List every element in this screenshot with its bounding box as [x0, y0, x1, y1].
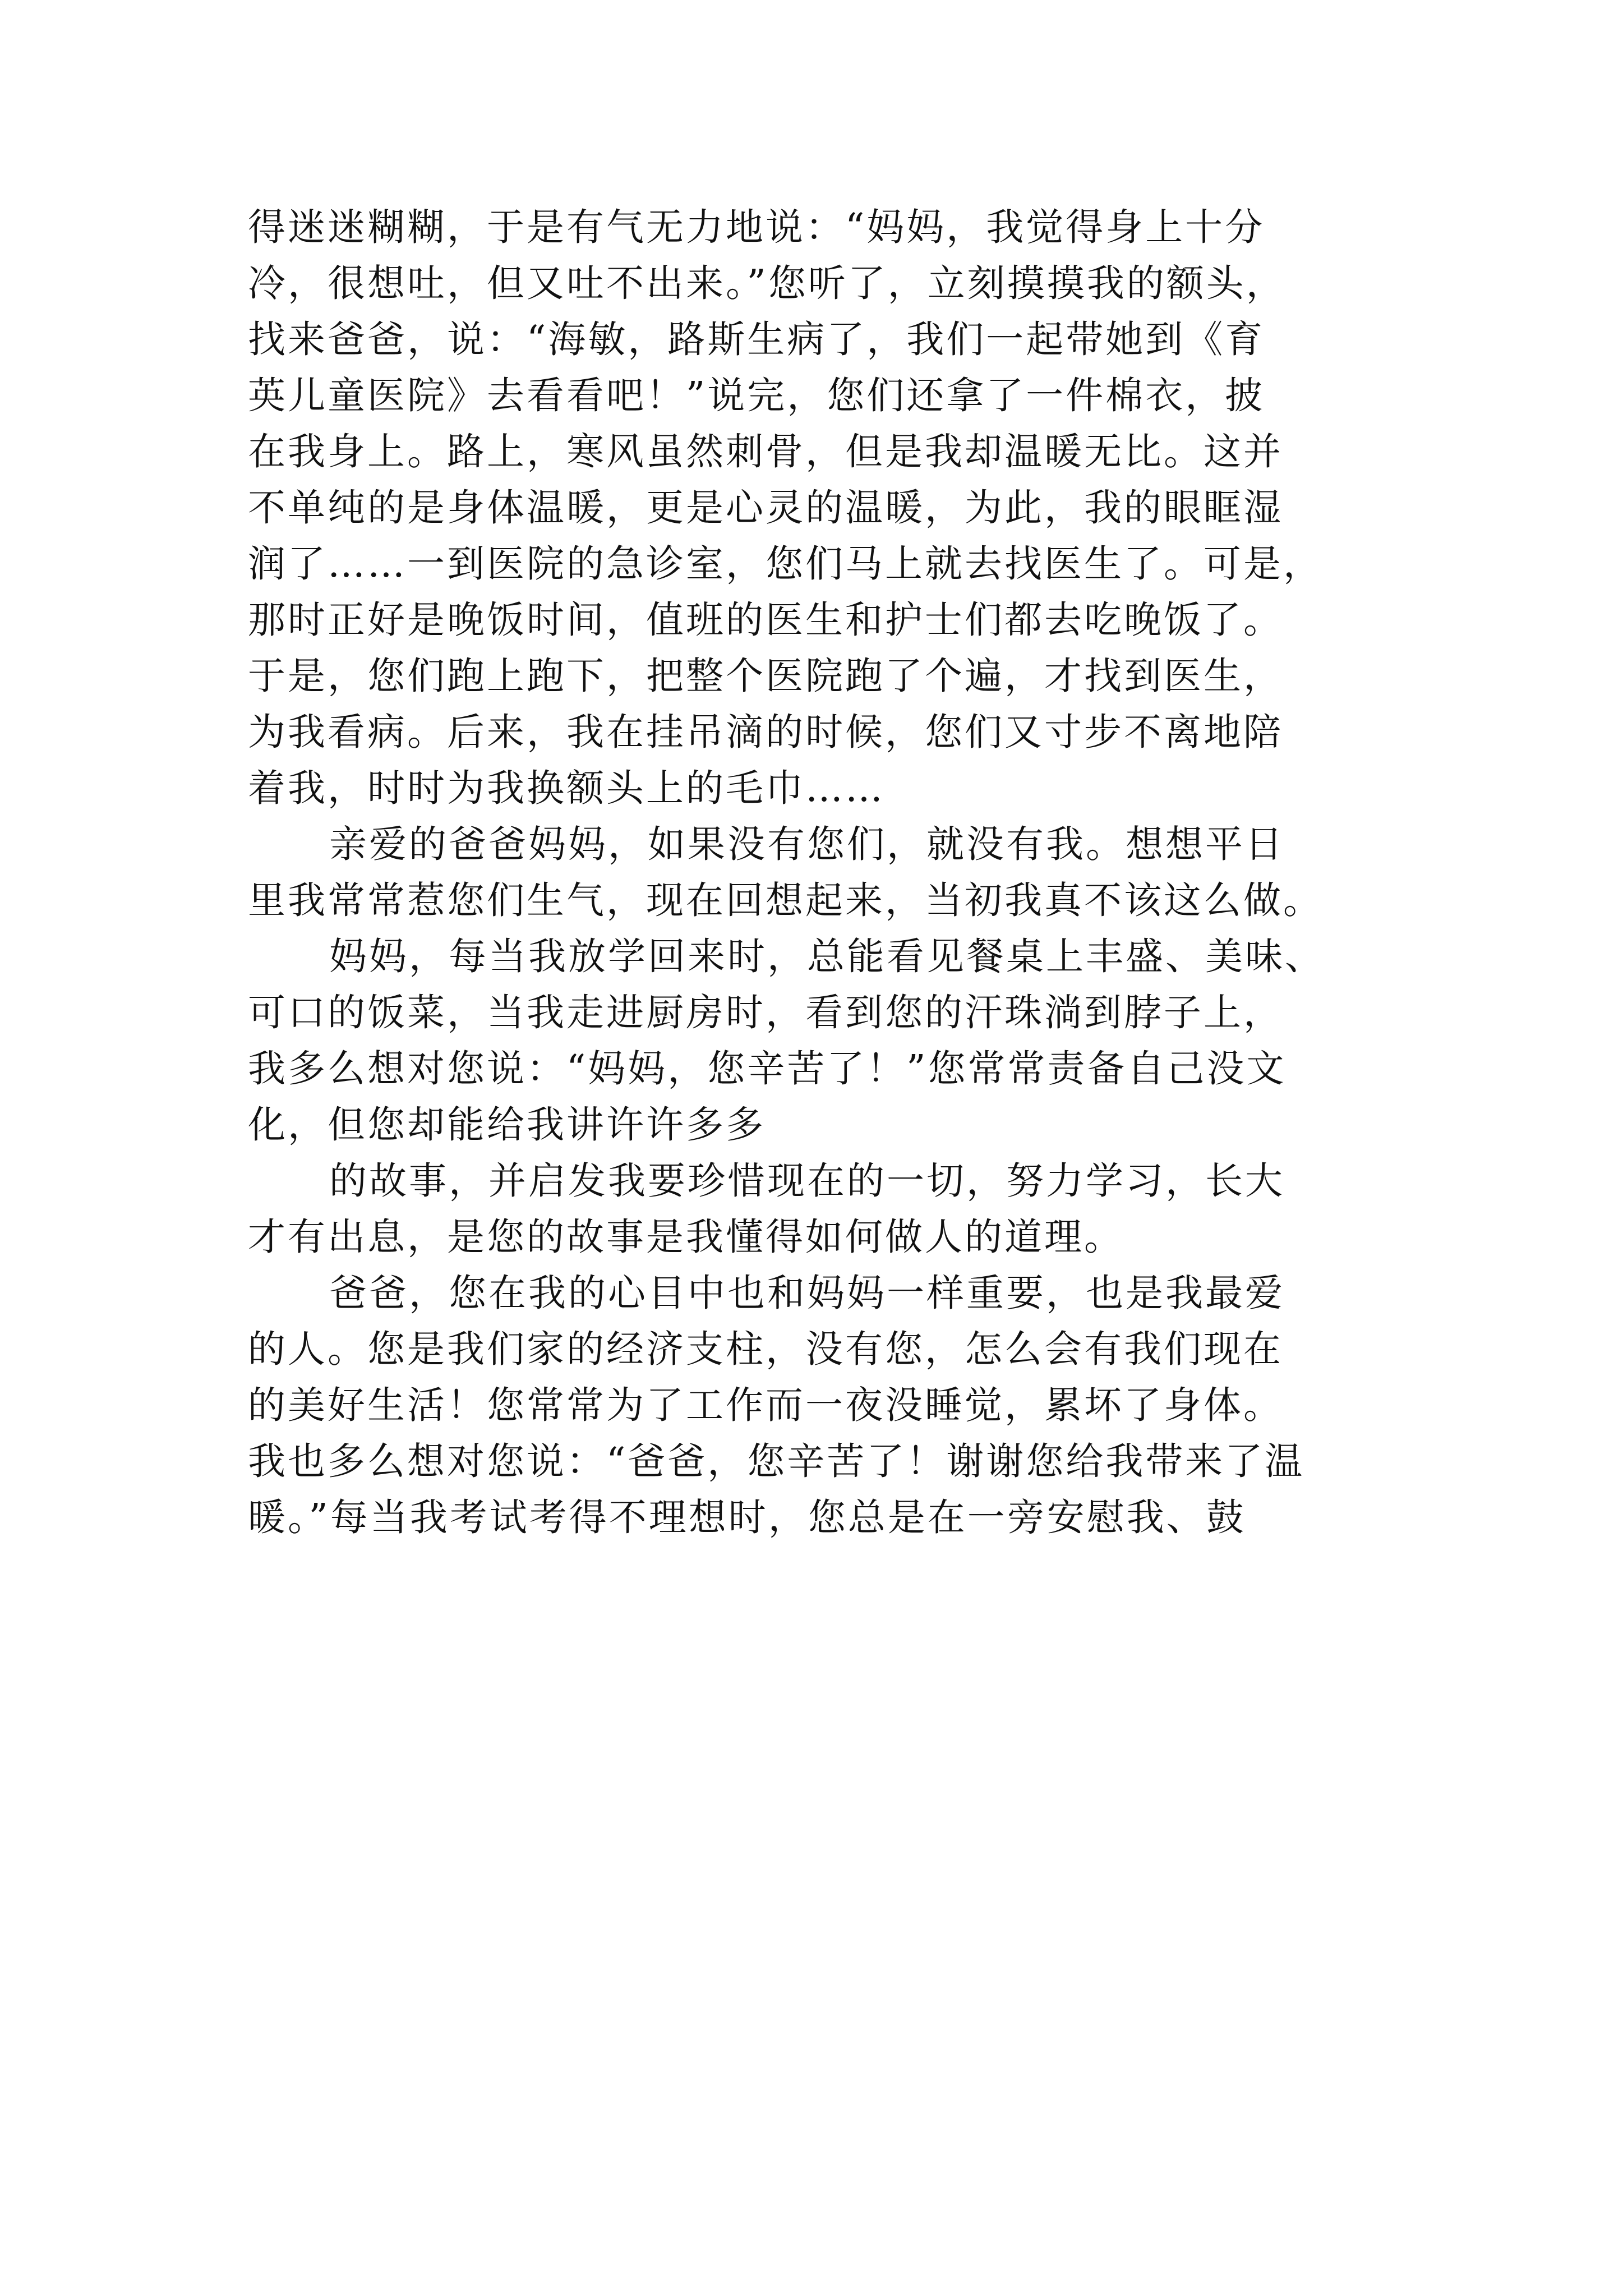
document-body: [248, 199, 1398, 1545]
paragraph-first-line: 妈妈，每当我放学回来时，总能看见餐桌上丰盛、美味、: [329, 935, 1325, 978]
text-line: 我也多么想对您说：“爸爸，您辛苦了！谢谢您给我带来了温: [248, 1439, 1305, 1483]
text-line: 我多么想对您说：“妈妈，您辛苦了！”您常常责备自己没文: [248, 1047, 1287, 1091]
text-line: 化，但您却能给我讲许许多多: [248, 1103, 766, 1147]
text-line: 为我看病。后来，我在挂吊滴的时候，您们又寸步不离地陪: [248, 710, 1283, 754]
text-line: 暖。”每当我考试考得不理想时，您总是在一旁安慰我、鼓: [248, 1496, 1246, 1539]
text-line: 才有出息，是您的故事是我懂得如何做人的道理。: [248, 1215, 1124, 1259]
text-line: 于是，您们跑上跑下，把整个医院跑了个遍，才找到医生，: [248, 654, 1283, 698]
text-line: 不单纯的是身体温暖，更是心灵的温暖，为此，我的眼眶湿: [248, 486, 1283, 530]
paragraph-first-line: 爸爸，您在我的心目中也和妈妈一样重要，也是我最爱: [329, 1271, 1285, 1315]
paragraph-first-line: 亲爱的爸爸妈妈，如果没有您们，就没有我。想想平日: [329, 822, 1285, 866]
text-line: 英儿童医院》去看看吧！”说完，您们还拿了一件棉衣，披: [248, 374, 1265, 417]
text-line: 的人。您是我们家的经济支柱，没有您，怎么会有我们现在: [248, 1327, 1283, 1371]
text-line: 在我身上。路上，寒风虽然刺骨，但是我却温暖无比。这并: [248, 430, 1283, 473]
text-line: 润了……一到医院的急诊室，您们马上就去找医生了。可是，: [248, 542, 1323, 586]
text-line: 着我，时时为我换额头上的毛巾……: [248, 766, 885, 810]
text-line: 找来爸爸，说：“海敏，路斯生病了，我们一起带她到《育: [248, 318, 1265, 361]
text-line: 那时正好是晚饭时间，值班的医生和护士们都去吃晚饭了。: [248, 598, 1283, 642]
paragraph-first-line: 的故事，并启发我要珍惜现在的一切，努力学习，长大: [329, 1159, 1285, 1203]
text-line: 可口的饭菜，当我走进厨房时，看到您的汗珠淌到脖子上，: [248, 991, 1283, 1034]
text-line: 冷，很想吐，但又吐不出来。”您听了，立刻摸摸我的额头，: [248, 261, 1286, 305]
text-line: 的美好生活！您常常为了工作而一夜没睡觉，累坏了身体。: [248, 1383, 1283, 1427]
text-line: 里我常常惹您们生气，现在回想起来，当初我真不该这么做。: [248, 878, 1323, 922]
text-line: 得迷迷糊糊，于是有气无力地说：“妈妈，我觉得身上十分: [248, 205, 1265, 249]
